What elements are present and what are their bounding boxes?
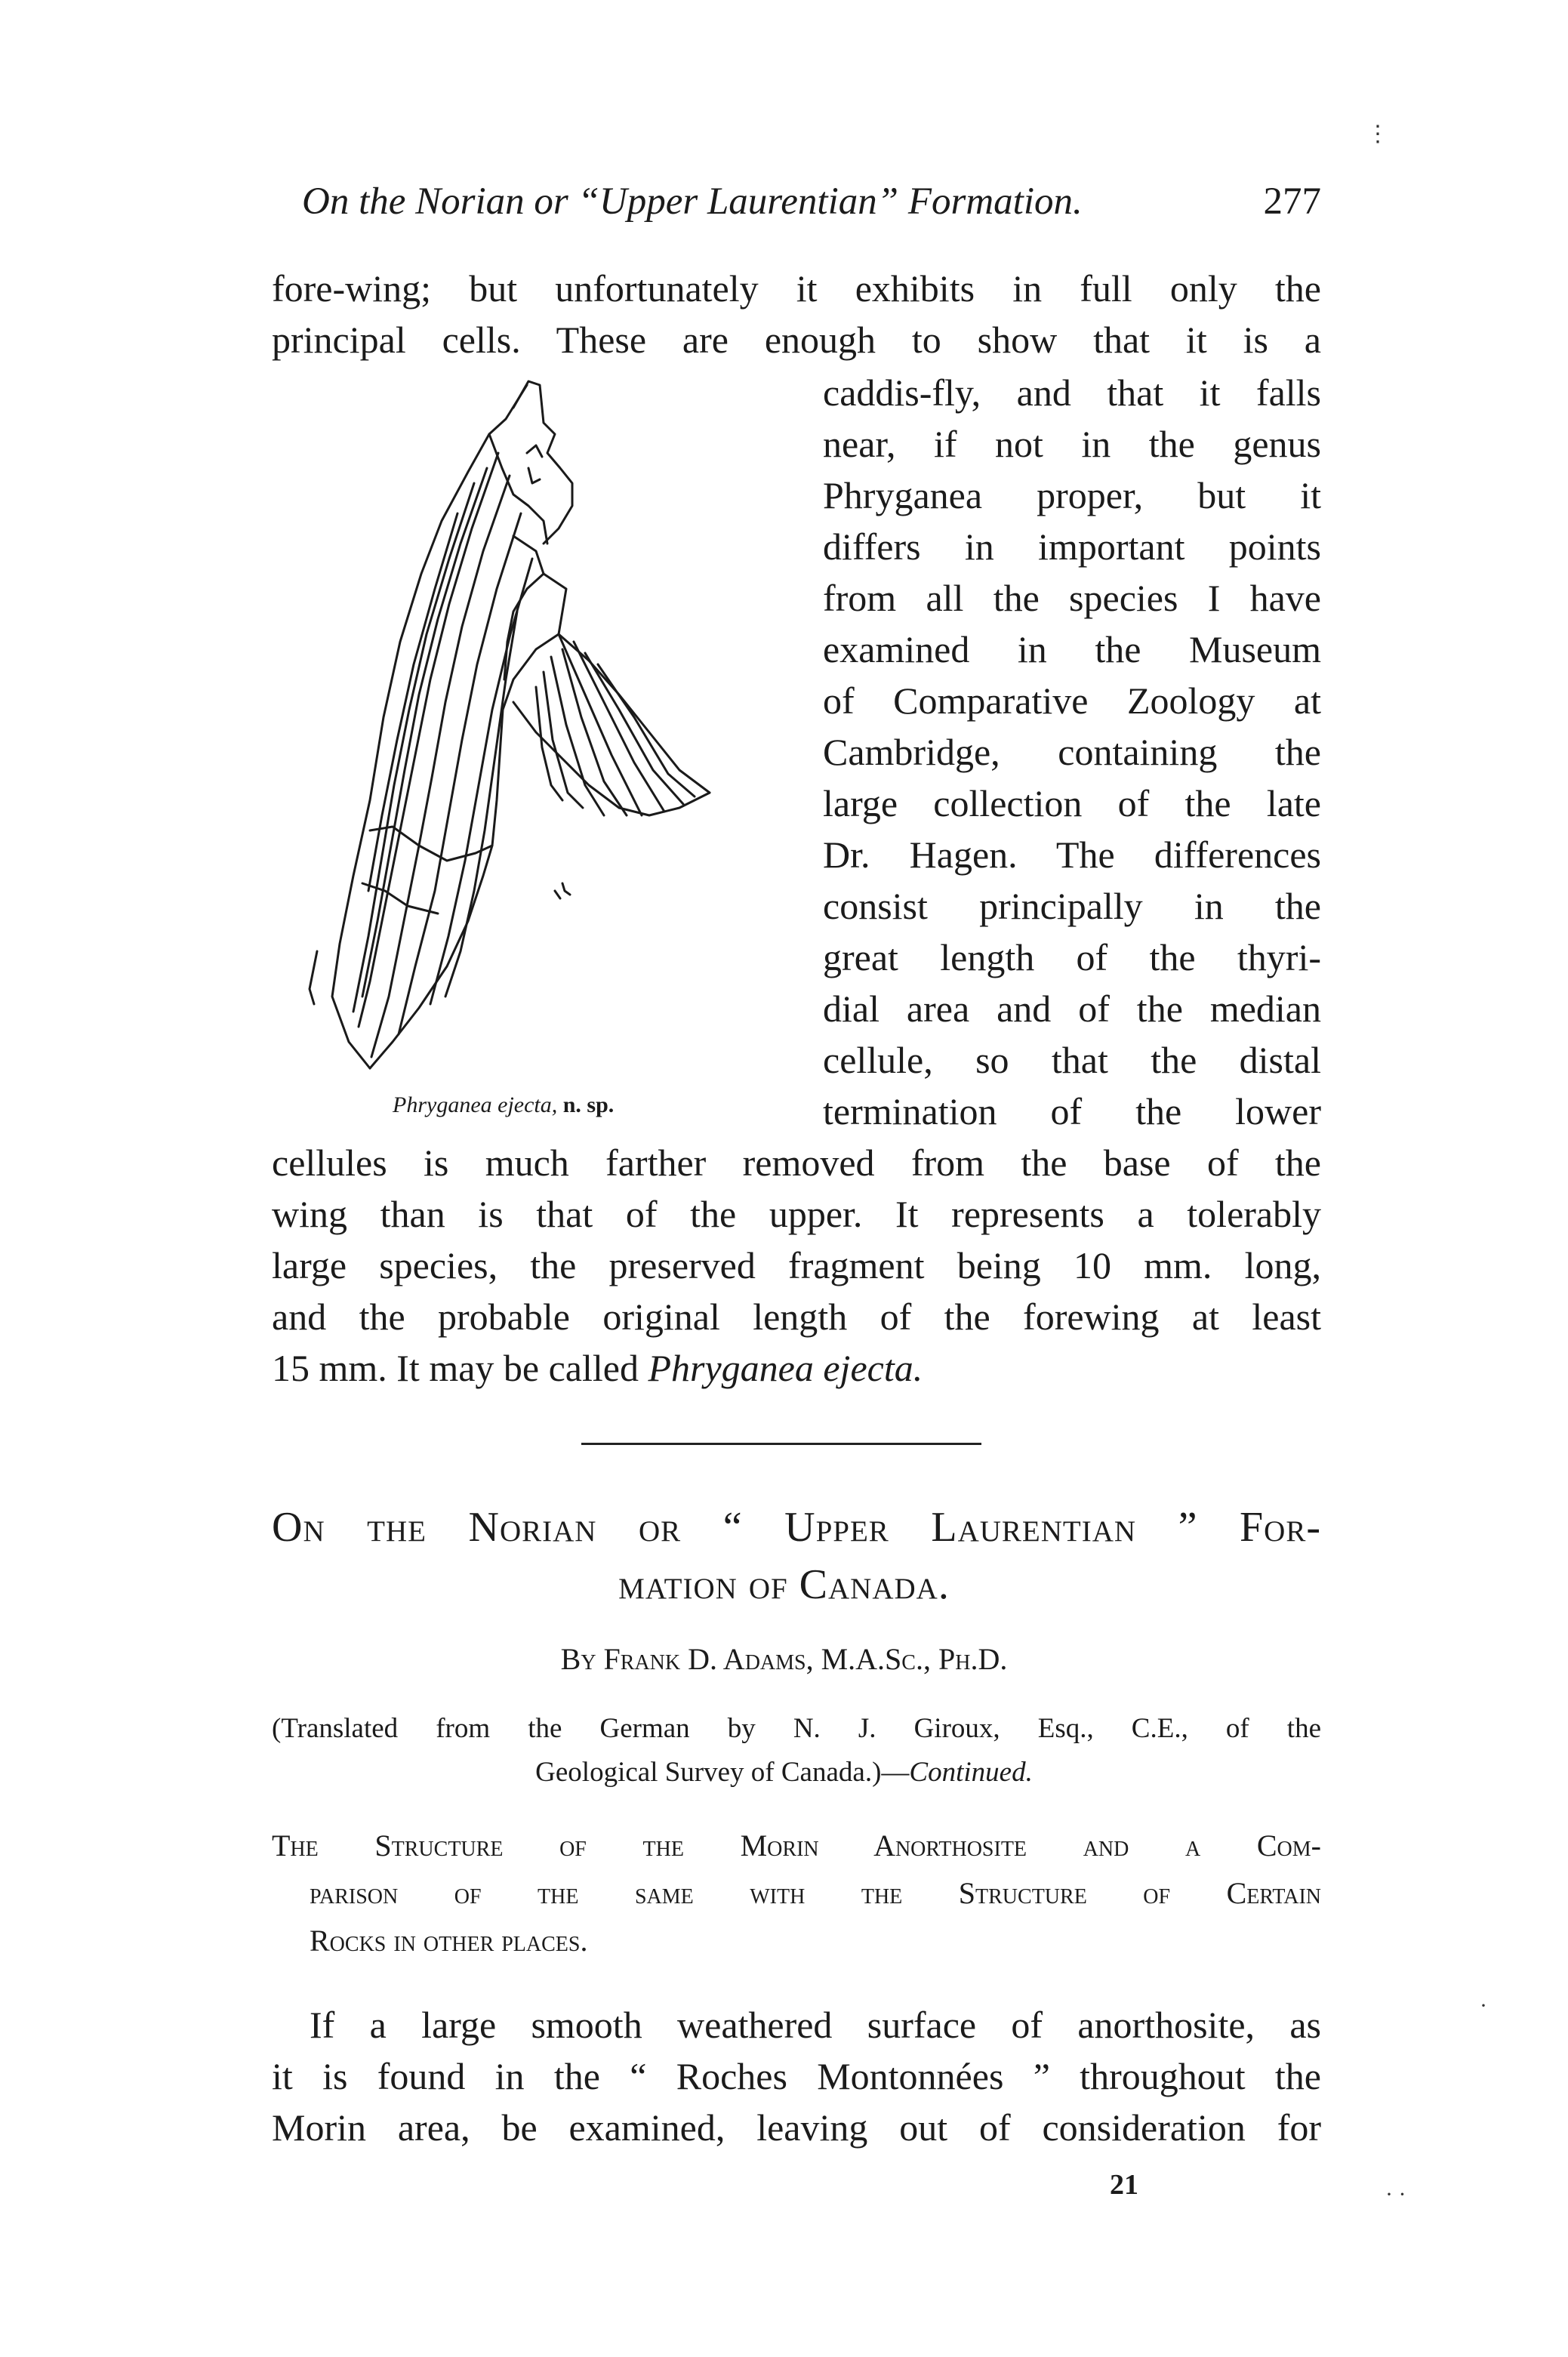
wrapped-line: from all the species I have: [823, 577, 1321, 619]
body-line: large species, the preserved fragment being 10 mm. long,: [272, 1244, 1321, 1286]
article-title-line1: On the Norian or “ Upper Laurentian ” For-: [272, 1504, 1321, 1551]
signature-mark: 21: [1110, 2169, 1138, 2201]
wrapped-line: caddis-fly, and that it falls: [823, 371, 1321, 414]
body-line: cellules is much farther removed from the base of the: [272, 1142, 1321, 1184]
running-title: On the Norian or “Upper Laurentian” Formation.: [302, 180, 1083, 223]
body-line: Morin area, be examined, leaving out of consideration for: [272, 2106, 1321, 2149]
section-heading-line1: The Structure of the Morin Anorthosite and a Com-: [272, 1829, 1321, 1862]
body-line: it is found in the “ Roches Montonnées ” throughout the: [272, 2055, 1321, 2097]
running-header: [302, 175, 1321, 228]
figure-caption: [393, 1092, 614, 1118]
wing-fossil-figure: [287, 362, 815, 1087]
wrapped-line: termination of the lower: [823, 1090, 1321, 1132]
wrapped-line: near, if not in the genus: [823, 423, 1321, 465]
wrapped-line: of Comparative Zoology at: [823, 679, 1321, 722]
body-line: wing than is that of the upper. It represents a tolerably: [272, 1193, 1321, 1235]
body-line-last: [272, 1342, 923, 1394]
section-divider: [581, 1443, 981, 1445]
caption-species: Phryganea ejecta,: [393, 1092, 558, 1117]
translation-note-text: Geological Survey of Canada.)—: [535, 1757, 910, 1788]
body-line: If a large smooth weathered surface of anorthosite, as: [310, 2004, 1321, 2046]
section-heading-line2: parison of the same with the Structure of Certain: [310, 1876, 1321, 1910]
scan-speck: ·: [1480, 1993, 1487, 2018]
translation-note-line1: (Translated from the German by N. J. Giroux, Esq., C.E., of the: [272, 1713, 1321, 1744]
article-byline: By Frank D. Adams, M.A.Sc., Ph.D.: [560, 1642, 1008, 1676]
wrapped-line: cellule, so that the distal: [823, 1039, 1321, 1081]
caption-new-species-tag: n. sp.: [562, 1092, 615, 1117]
body-line: and the probable original length of the forewing at least: [272, 1296, 1321, 1338]
wrapped-line: examined in the Museum: [823, 628, 1321, 670]
wrapped-line: differs in important points: [823, 525, 1321, 568]
article-title-line2: mation of Canada.: [618, 1561, 950, 1608]
page-number: 277: [1263, 180, 1321, 223]
scan-speck: · ·: [1385, 2182, 1406, 2207]
section-heading-line3: Rocks in other places.: [310, 1924, 588, 1958]
continued-label: Continued.: [909, 1757, 1033, 1788]
wrapped-line: dial area and of the median: [823, 987, 1321, 1030]
body-text: 15 mm. It may be called: [272, 1347, 648, 1389]
scan-speck: ⋮: [1366, 122, 1389, 146]
species-name: Phryganea ejecta.: [648, 1347, 923, 1389]
wrapped-line: large collection of the late: [823, 782, 1321, 824]
translation-note-line2: [0, 1752, 1568, 1794]
wrapped-line: Cambridge, containing the: [823, 731, 1321, 773]
wrapped-line: Dr. Hagen. The differences: [823, 833, 1321, 876]
wrapped-line: consist principally in the: [823, 885, 1321, 927]
body-line: fore-wing; but unfortunately it exhibits in full only the: [272, 267, 1321, 310]
body-line: principal cells. These are enough to show that it is a: [272, 319, 1321, 361]
wrapped-line: Phryganea proper, but it: [823, 474, 1321, 516]
wrapped-line: great length of the thyri-: [823, 936, 1321, 978]
